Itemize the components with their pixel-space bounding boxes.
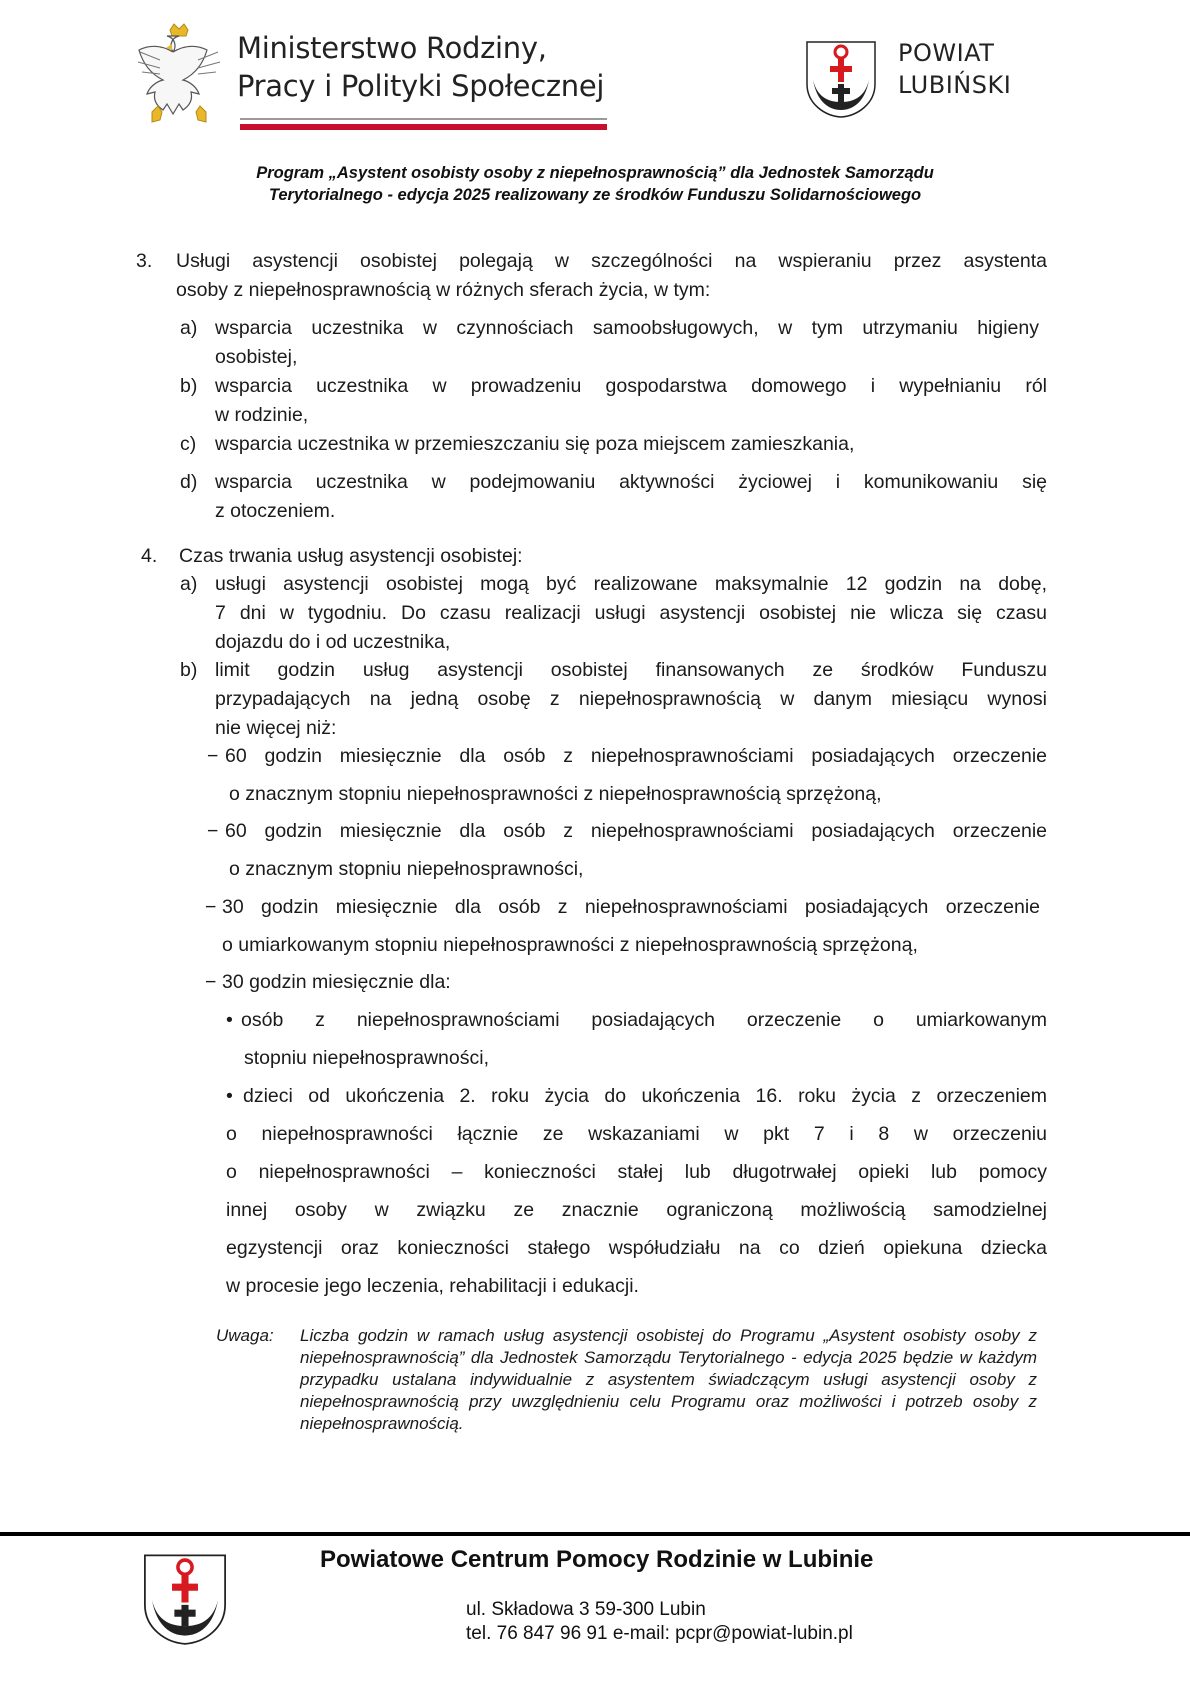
list-item-line: osobistej, [215,346,298,368]
note-text: Liczba godzin w ramach usług asystencji osobistej do Programu „Asystent osobisty osoby z niepełnosprawnością” dla Jednostek Samorządu Terytorialnego - edycja 2025 będzie w każdym przypadku ustalana indywidualnie z asystentem świadczącym usługi asystencji osoby z niepełnosprawnością przy uwzględnieniu celu Programu oraz możliwości i potrzeb osoby z niepełnosprawnością. [300,1326,1037,1433]
list-item-line: z otoczeniem. [215,500,336,522]
dash-marker: − [205,971,217,993]
list-item-line: wsparcia uczestnika w czynnościach samoobsługowych, w tym utrzymaniu higieny [215,317,1039,339]
header-grey-rule [240,118,607,120]
limit-line: 30 godzin miesięcznie dla: [222,971,451,993]
list-item-line: limit godzin usług asystencji osobistej finansowanych ze środków Funduszu [215,659,1047,681]
bullet-marker: • [226,1009,233,1031]
county-coat-of-arms-icon [142,1553,228,1645]
list-item-line: wsparcia uczestnika w przemieszczaniu się poza miejscem zamieszkania, [215,433,855,455]
ministry-name-line1: Ministerstwo Rodziny, [237,31,547,65]
program-title [160,162,1030,206]
address-line: ul. Składowa 3 59-300 Lubin [466,1599,706,1620]
section-4-number: 4. [141,545,158,567]
limit-line: 60 godzin miesięcznie dla osób z niepełnosprawnościami posiadających orzeczenie [225,745,1047,767]
list-item-line: nie więcej niż: [215,717,337,739]
note-label: Uwaga: [216,1326,274,1345]
section-3-intro-line2: osoby z niepełnosprawnością w różnych sferach życia, w tym: [176,279,711,301]
bullet-line: dzieci od ukończenia 2. roku życia do ukończenia 16. roku życia z orzeczeniem [243,1085,1047,1107]
section-3-number: 3. [136,250,153,272]
bullet-line: osób z niepełnosprawnościami posiadających orzeczenie o umiarkowanym [241,1009,1047,1031]
list-item-line: usługi asystencji osobistej mogą być realizowane maksymalnie 12 godzin na dobę, [215,573,1047,595]
list-item-marker: a) [180,573,198,595]
footer-rule [0,1532,1190,1536]
county-coat-of-arms-icon [805,40,877,118]
limit-line: 30 godzin miesięcznie dla osób z niepełnosprawnościami posiadających orzeczenie [222,896,1040,918]
bullet-line: o niepełnosprawności łącznie ze wskazaniami w pkt 7 i 8 w orzeczeniu [226,1123,1047,1145]
bullet-marker: • [226,1085,233,1107]
header-red-rule [240,124,607,130]
section-4-intro: Czas trwania usług asystencji osobistej: [179,545,523,567]
organization-contact [466,1598,853,1646]
list-item-marker: d) [180,471,198,493]
limit-line: o znacznym stopniu niepełnosprawności z niepełnosprawnością sprzężoną, [229,783,882,805]
list-item-line: wsparcia uczestnika w prowadzeniu gospodarstwa domowego i wypełnianiu ról [215,375,1047,397]
list-item-line: w rodzinie, [215,404,309,426]
list-item-line: 7 dni w tygodniu. Do czasu realizacji usługi asystencji osobistej nie wlicza się czasu [215,602,1047,624]
bullet-line: innej osoby w związku ze znacznie ograniczoną możliwością samodzielnej [226,1199,1047,1221]
limit-line: o znacznym stopniu niepełnosprawności, [229,858,584,880]
bullet-line: o niepełnosprawności – konieczności stałej lub długotrwałej opieki lub pomocy [226,1161,1047,1183]
bullet-line: w procesie jego leczenia, rehabilitacji i edukacji. [226,1275,639,1297]
list-item-marker: a) [180,317,198,339]
dash-marker: − [207,820,219,842]
list-item-marker: b) [180,375,198,397]
polish-eagle-emblem-icon [130,22,228,130]
dash-marker: − [207,745,219,767]
county-name-line2: LUBIŃSKI [898,71,1012,99]
list-item-marker: b) [180,659,198,681]
limit-line: o umiarkowanym stopniu niepełnosprawności z niepełnosprawnością sprzężoną, [222,934,918,956]
program-title-line1: Program „Asystent osobisty osoby z niepełnosprawnością” dla Jednostek Samorządu [256,164,934,182]
program-title-line2: Terytorialnego - edycja 2025 realizowany ze środków Funduszu Solidarnościowego [268,186,922,204]
list-item-line: wsparcia uczestnika w podejmowaniu aktywności życiowej i komunikowaniu się [215,471,1047,493]
ministry-name-line2: Pracy i Polityki Społecznej [237,69,605,103]
bullet-line: egzystencji oraz konieczności stałego współudziału na co dzień opiekuna dziecka [226,1237,1047,1259]
limit-line: 60 godzin miesięcznie dla osób z niepełnosprawnościami posiadających orzeczenie [225,820,1047,842]
list-item-line: przypadających na jedną osobę z niepełnosprawnością w danym miesiącu wynosi [215,688,1047,710]
dash-marker: − [205,896,217,918]
county-name-line1: POWIAT [898,39,995,67]
contact-line: tel. 76 847 96 91 e-mail: pcpr@powiat-lubin.pl [466,1623,853,1644]
section-3-intro-line1: Usługi asystencji osobistej polegają w szczególności na wspieraniu przez asystenta [176,250,1047,272]
list-item-marker: c) [180,433,197,455]
organization-name: Powiatowe Centrum Pomocy Rodzinie w Lubinie [320,1546,874,1573]
list-item-line: dojazdu do i od uczestnika, [215,631,451,653]
bullet-line: stopniu niepełnosprawności, [244,1047,489,1069]
